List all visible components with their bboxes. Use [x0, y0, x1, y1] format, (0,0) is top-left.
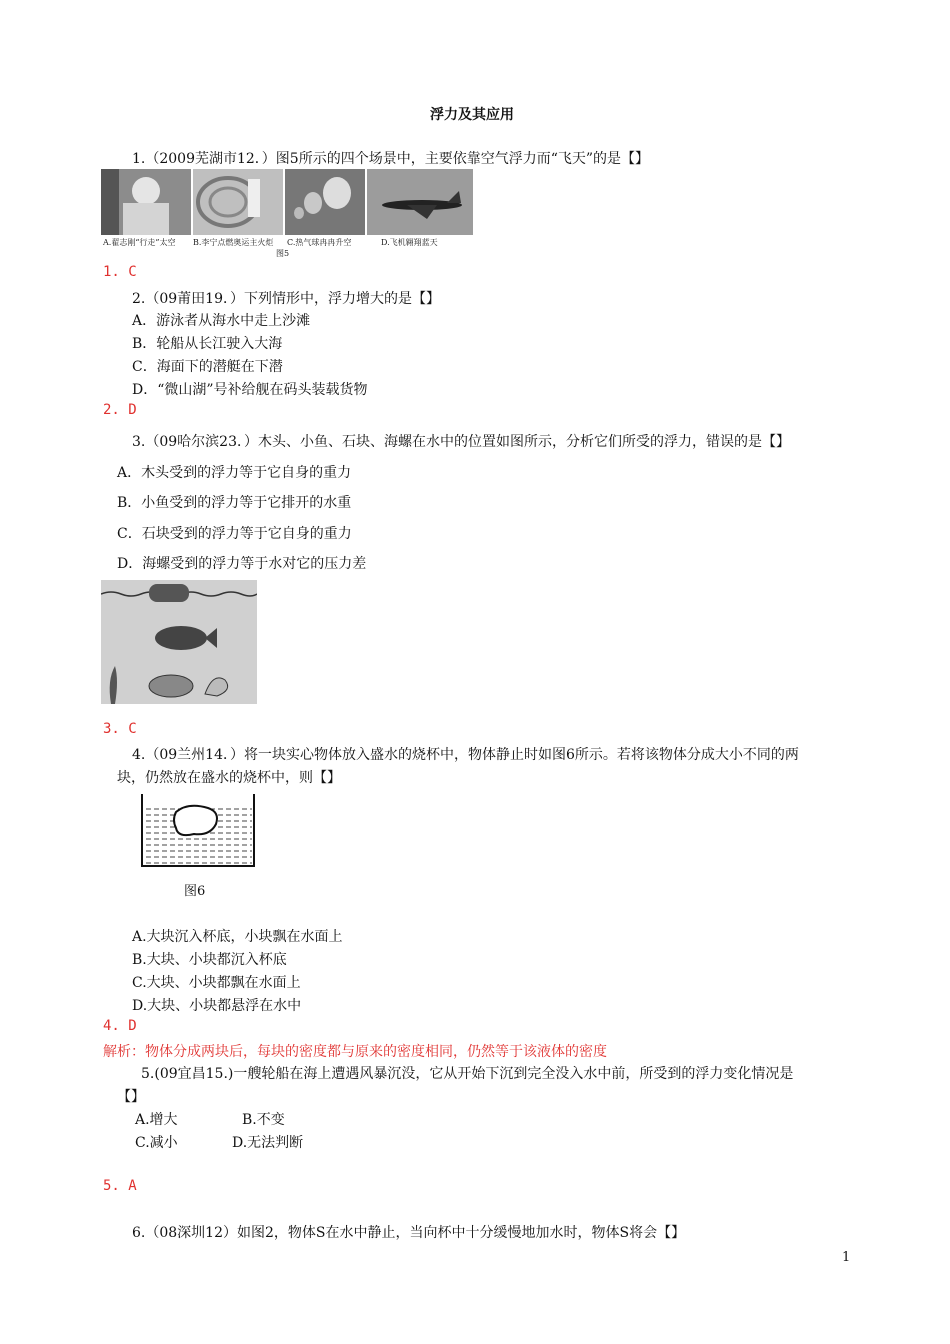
figure-6-label: 图6 — [184, 884, 206, 899]
page-title: 浮力及其应用 — [430, 107, 514, 123]
caption-a: A.翟志刚“行走”太空 — [103, 238, 176, 247]
answer-5: 5. A — [103, 1178, 137, 1194]
photo-astronaut — [101, 169, 191, 235]
q5-option-b: B.不变 — [242, 1112, 285, 1128]
explanation-4: 解析：物体分成两块后，每块的密度都与原来的密度相同，仍然等于该液体的密度 — [103, 1044, 607, 1060]
question-5-stem-line1: 5.(09宜昌15.)一艘轮船在海上遭遇风暴沉没，它从开始下沉到完全没入水中前，所受到的浮力变化情况是 — [141, 1066, 794, 1082]
underwater-objects-figure — [101, 580, 257, 704]
question-4-stem-line2: 块，仍然放在盛水的烧杯中，则【】 — [117, 770, 341, 786]
q3-option-c: C．石块受到的浮力等于它自身的重力 — [117, 526, 352, 542]
q2-option-b: B．轮船从长江驶入大海 — [132, 336, 283, 352]
page-number: 1 — [842, 1250, 851, 1265]
q2-option-d: D．“微山湖”号补给舰在码头装载货物 — [132, 382, 368, 398]
q5-option-a: A.增大 — [135, 1112, 178, 1128]
answer-2: 2. D — [103, 402, 137, 418]
photo-torch-lighting — [193, 169, 283, 235]
figure-5 — [101, 169, 473, 259]
caption-c: C.热气球冉冉升空 — [287, 238, 352, 247]
q3-option-b: B．小鱼受到的浮力等于它排开的水重 — [117, 495, 352, 511]
caption-d: D.飞机翱翔蓝天 — [381, 238, 438, 247]
question-5-stem-line2: 【】 — [117, 1089, 145, 1105]
q4-option-d: D.大块、小块都悬浮在水中 — [132, 998, 302, 1014]
question-1-stem: 1.（2009芜湖市12．）图5所示的四个场景中，主要依靠空气浮力而“飞天”的是【】 — [132, 151, 650, 167]
q3-option-d: D．海螺受到的浮力等于水对它的压力差 — [117, 556, 367, 572]
q4-option-b: B.大块、小块都沉入杯底 — [132, 952, 287, 968]
q5-option-d: D.无法判断 — [232, 1135, 304, 1151]
beaker-figure-6 — [138, 794, 258, 870]
photo-hot-air-balloons — [285, 169, 365, 235]
question-4-stem-line1: 4.（09兰州14．）将一块实心物体放入盛水的烧杯中，物体静止时如图6所示。若将该物体分成大小不同的两 — [132, 747, 799, 763]
answer-1: 1. C — [103, 264, 137, 280]
q3-option-a: A．木头受到的浮力等于它自身的重力 — [117, 465, 352, 481]
q4-option-a: A.大块沉入杯底，小块飘在水面上 — [132, 929, 343, 945]
photo-airplane — [367, 169, 473, 235]
q5-option-c: C.减小 — [135, 1135, 178, 1151]
caption-b: B.李宁点燃奥运主火炬 — [193, 238, 274, 247]
answer-3: 3. C — [103, 721, 137, 737]
q2-option-a: A．游泳者从海水中走上沙滩 — [132, 313, 311, 329]
question-6-stem: 6.（08深圳12）如图2，物体S在水中静止，当向杯中十分缓慢地加水时，物体S将会【】 — [132, 1225, 686, 1241]
answer-4: 4. D — [103, 1018, 137, 1034]
question-3-stem: 3.（09哈尔滨23．）木头、小鱼、石块、海螺在水中的位置如图所示，分析它们所受的浮力，错误的是【】 — [132, 434, 790, 450]
figure-5-label: 图5 — [276, 249, 290, 258]
q4-option-c: C.大块、小块都飘在水面上 — [132, 975, 301, 991]
q2-option-c: C．海面下的潜艇在下潜 — [132, 359, 283, 375]
question-2-stem: 2.（09莆田19．）下列情形中，浮力增大的是【】 — [132, 291, 440, 307]
